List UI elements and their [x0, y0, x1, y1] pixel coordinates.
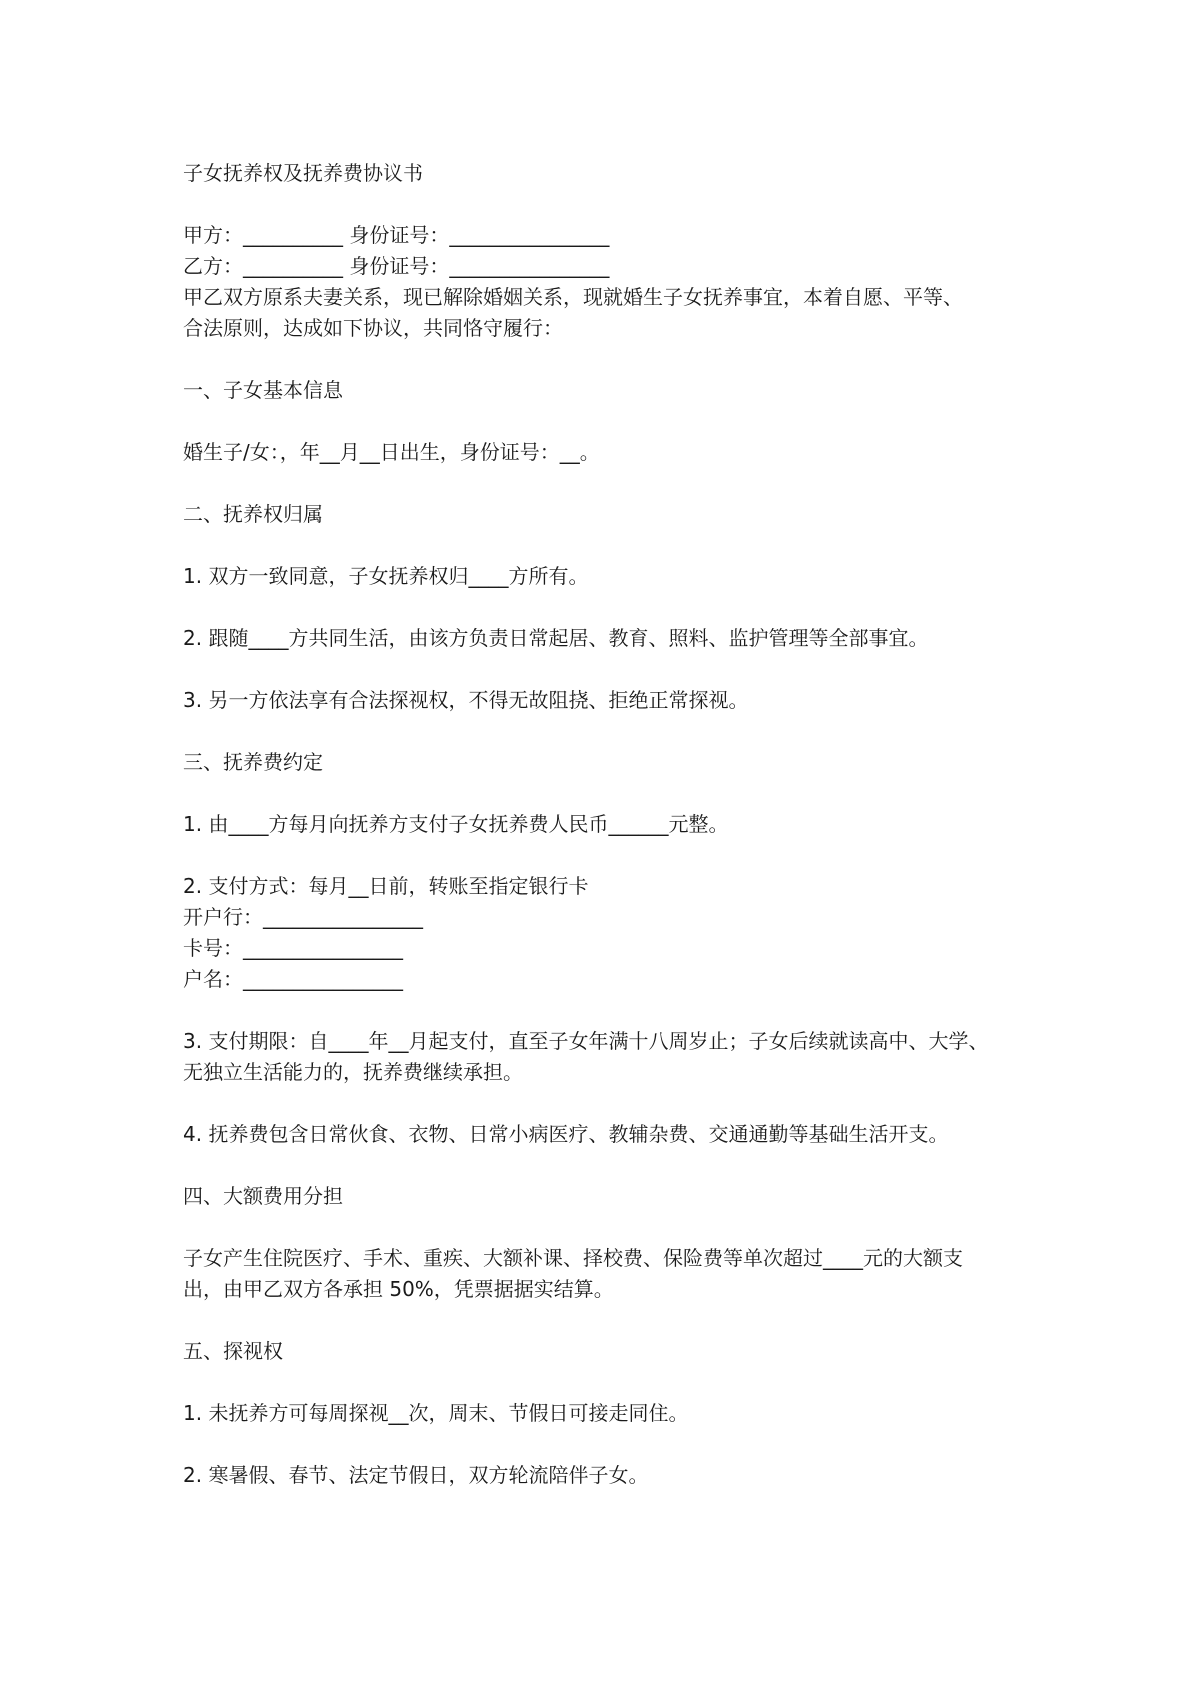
card-field-line: 卡号：________________: [183, 936, 403, 960]
section-3-item-2: 2. 支付方式：每月__日前，转账至指定银行卡: [183, 874, 589, 898]
section-4-text-line-2: 出，由甲乙双方各承担 50%，凭票据据实结算。: [183, 1277, 614, 1301]
section-3-item-3-line-2: 无独立生活能力的，抚养费继续承担。: [183, 1060, 523, 1084]
section-2-item-3: 3. 另一方依法享有合法探视权，不得无故阻挠、拒绝正常探视。: [183, 688, 749, 712]
account-name-field-line: 户名：________________: [183, 967, 403, 991]
section-2-item-1: 1. 双方一致同意，子女抚养权归____方所有。: [183, 564, 589, 588]
intro-line-1: 甲乙双方原系夫妻关系，现已解除婚姻关系，现就婚生子女抚养事宜，本着自愿、平等、: [183, 285, 963, 309]
party-b-line: 乙方：__________ 身份证号：________________: [183, 254, 610, 278]
section-4-heading: 四、大额费用分担: [183, 1184, 343, 1208]
document-title: 子女抚养权及抚养费协议书: [183, 161, 423, 185]
section-5-item-1: 1. 未抚养方可每周探视__次，周末、节假日可接走同住。: [183, 1401, 689, 1425]
section-3-heading: 三、抚养费约定: [183, 750, 323, 774]
section-2-item-2: 2. 跟随____方共同生活，由该方负责日常起居、教育、照料、监护管理等全部事宜。: [183, 626, 929, 650]
section-5-item-2: 2. 寒暑假、春节、法定节假日，双方轮流陪伴子女。: [183, 1463, 649, 1487]
document-page: [183, 158, 1043, 1491]
section-1-text: 婚生子/女：，年__月__日出生，身份证号：__。: [183, 440, 600, 464]
section-1-heading: 一、子女基本信息: [183, 378, 343, 402]
section-2-heading: 二、抚养权归属: [183, 502, 323, 526]
party-a-line: 甲方：__________ 身份证号：________________: [183, 223, 610, 247]
section-3-item-3-line-1: 3. 支付期限：自____年__月起支付，直至子女年满十八周岁止；子女后续就读高中、大学、: [183, 1029, 989, 1053]
section-4-text-line-1: 子女产生住院医疗、手术、重疾、大额补课、择校费、保险费等单次超过____元的大额支: [183, 1246, 963, 1270]
intro-line-2: 合法原则，达成如下协议，共同恪守履行：: [183, 316, 563, 340]
section-5-heading: 五、探视权: [183, 1339, 283, 1363]
section-3-item-4: 4. 抚养费包含日常伙食、衣物、日常小病医疗、教辅杂费、交通通勤等基础生活开支。: [183, 1122, 949, 1146]
bank-field-line: 开户行：________________: [183, 905, 423, 929]
section-3-item-1: 1. 由____方每月向抚养方支付子女抚养费人民币______元整。: [183, 812, 729, 836]
